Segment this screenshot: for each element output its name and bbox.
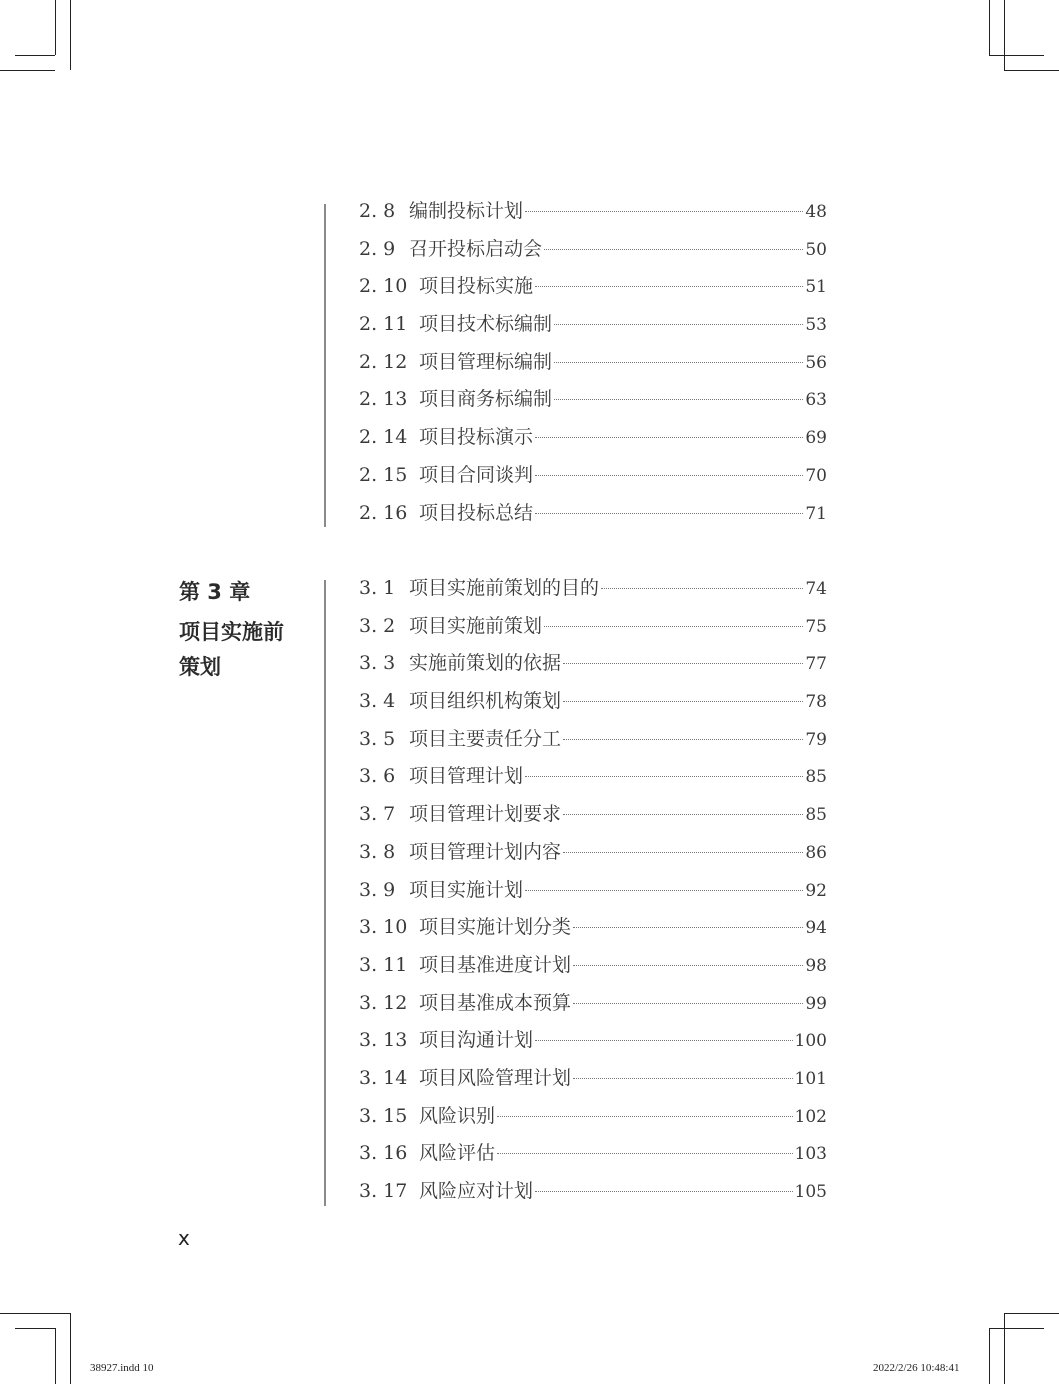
dot-leader <box>563 701 803 702</box>
crop-mark <box>55 0 56 55</box>
crop-mark <box>15 1328 55 1329</box>
toc-entry[interactable] <box>359 347 827 385</box>
entry-title: 风险评估 <box>419 1142 496 1165</box>
entry-number: 3. 1 <box>359 577 396 599</box>
entry-number: 3. 14 <box>359 1066 408 1089</box>
entry-page: 74 <box>805 579 827 599</box>
entry-page: 102 <box>794 1106 827 1127</box>
entry-page: 103 <box>794 1144 827 1165</box>
crop-mark <box>989 1328 1044 1329</box>
entry-page: 53 <box>805 315 827 336</box>
entry-title: 项目投标总结 <box>419 501 534 524</box>
entry-page: 94 <box>805 918 827 939</box>
toc-entry[interactable] <box>359 950 827 988</box>
entry-number: 2. 9 <box>359 237 396 260</box>
entry-number: 2. 10 <box>359 275 408 298</box>
entry-title: 项目实施前策划的目的 <box>409 577 600 599</box>
entry-number: 3. 9 <box>359 878 396 901</box>
toc-entry[interactable] <box>359 234 827 272</box>
entry-number: 3. 15 <box>359 1104 408 1127</box>
entry-title: 项目沟通计划 <box>419 1029 534 1052</box>
entry-page: 77 <box>805 654 827 675</box>
entry-title: 项目投标演示 <box>419 426 534 449</box>
crop-mark <box>1004 1313 1059 1314</box>
toc-entry[interactable] <box>359 498 827 536</box>
entry-number: 3. 8 <box>359 840 396 863</box>
crop-mark <box>1004 0 1005 70</box>
crop-mark <box>0 70 55 71</box>
toc-entry[interactable] <box>359 761 827 799</box>
entry-number: 3. 11 <box>359 953 408 976</box>
entry-title: 项目风险管理计划 <box>419 1066 572 1089</box>
crop-mark <box>989 0 990 55</box>
entry-page: 71 <box>805 503 827 524</box>
entry-number: 3. 17 <box>359 1180 408 1202</box>
dot-leader <box>525 776 803 777</box>
entry-page: 78 <box>805 692 827 713</box>
entry-number: 3. 13 <box>359 1029 408 1052</box>
entry-number: 3. 12 <box>359 991 408 1014</box>
entry-title: 实施前策划的依据 <box>409 652 562 675</box>
entry-title: 项目组织机构策划 <box>409 690 562 713</box>
entry-title: 项目实施计划分类 <box>419 916 572 939</box>
crop-mark <box>1004 1313 1005 1384</box>
entry-title: 项目商务标编制 <box>419 388 553 411</box>
entry-page: 50 <box>805 239 827 260</box>
toc-entry[interactable] <box>359 912 827 950</box>
entry-title: 项目基准成本预算 <box>419 991 572 1014</box>
entry-title: 项目实施前策划 <box>409 614 543 637</box>
dot-leader <box>563 852 803 853</box>
dot-leader <box>573 965 803 966</box>
entry-page: 69 <box>805 428 827 449</box>
entry-title: 风险应对计划 <box>419 1180 534 1202</box>
entry-page: 48 <box>805 202 827 222</box>
entry-number: 3. 16 <box>359 1142 408 1165</box>
toc-entry[interactable] <box>359 1176 827 1214</box>
toc-entry[interactable] <box>359 460 827 498</box>
crop-mark <box>15 55 55 56</box>
dot-leader <box>525 890 803 891</box>
dot-leader <box>544 626 803 627</box>
entry-page: 70 <box>805 465 827 486</box>
crop-mark <box>0 1313 70 1314</box>
toc-entry[interactable] <box>359 1138 827 1176</box>
entry-number: 2. 8 <box>359 200 396 222</box>
entry-title: 项目管理计划要求 <box>409 803 562 826</box>
entry-page: 51 <box>805 277 827 298</box>
entry-page: 92 <box>805 880 827 901</box>
toc-entry[interactable] <box>359 988 827 1026</box>
entry-number: 2. 11 <box>359 313 408 336</box>
dot-leader <box>535 475 803 476</box>
toc-entry[interactable] <box>359 611 827 649</box>
dot-leader <box>497 1153 793 1154</box>
toc-section-2 <box>359 196 827 535</box>
entry-number: 3. 7 <box>359 803 396 826</box>
entry-page: 99 <box>805 993 827 1014</box>
entry-number: 2. 14 <box>359 426 408 449</box>
entry-page: 79 <box>805 729 827 750</box>
dot-leader <box>563 663 803 664</box>
entry-title: 项目管理计划内容 <box>409 840 562 863</box>
entry-number: 3. 3 <box>359 652 396 675</box>
entry-title: 项目投标实施 <box>419 275 534 298</box>
entry-number: 2. 12 <box>359 350 408 373</box>
dot-leader <box>525 211 803 212</box>
dot-leader <box>535 1040 793 1041</box>
entry-page: 98 <box>805 955 827 976</box>
entry-page: 105 <box>794 1182 827 1202</box>
entry-number: 3. 5 <box>359 727 396 750</box>
dot-leader <box>601 588 803 589</box>
crop-mark <box>989 55 1044 56</box>
toc-entry[interactable] <box>359 648 827 686</box>
toc-entry[interactable] <box>359 686 827 724</box>
entry-title: 项目基准进度计划 <box>419 953 572 976</box>
dot-leader <box>535 437 803 438</box>
dot-leader <box>573 927 803 928</box>
toc-entry[interactable] <box>359 271 827 309</box>
entry-title: 项目合同谈判 <box>419 463 534 486</box>
entry-number: 3. 2 <box>359 614 396 637</box>
entry-title: 风险识别 <box>419 1104 496 1127</box>
crop-mark <box>55 1328 56 1384</box>
entry-page: 100 <box>794 1031 827 1052</box>
toc-entry[interactable] <box>359 309 827 347</box>
dot-leader <box>497 1116 793 1117</box>
toc-entry[interactable] <box>359 799 827 837</box>
entry-page: 86 <box>805 842 827 863</box>
toc-entry[interactable] <box>359 422 827 460</box>
crop-mark <box>989 1328 990 1384</box>
crop-mark <box>70 0 71 70</box>
entry-number: 2. 15 <box>359 463 408 486</box>
dot-leader <box>573 1078 793 1079</box>
entry-number: 2. 13 <box>359 388 408 411</box>
toc-entry[interactable] <box>359 837 827 875</box>
toc-entry[interactable] <box>359 1101 827 1139</box>
entry-page: 63 <box>805 390 827 411</box>
entry-page: 75 <box>805 616 827 637</box>
entry-title: 项目主要责任分工 <box>409 727 562 750</box>
dot-leader <box>535 1191 793 1192</box>
entry-page: 56 <box>805 352 827 373</box>
slug-file: 38927.indd 10 <box>90 1362 154 1374</box>
toc-entry[interactable] <box>359 724 827 762</box>
entry-title: 项目管理计划 <box>409 765 524 788</box>
section-rule <box>324 580 326 1206</box>
entry-title: 项目管理标编制 <box>419 350 553 373</box>
dot-leader <box>554 324 803 325</box>
toc-entry[interactable] <box>359 196 827 234</box>
toc-section-3 <box>359 573 827 1214</box>
dot-leader <box>563 814 803 815</box>
slug-datetime: 2022/2/26 10:48:41 <box>873 1362 960 1374</box>
dot-leader <box>573 1003 803 1004</box>
toc-entry[interactable] <box>359 384 827 422</box>
entry-number: 2. 16 <box>359 501 408 524</box>
dot-leader <box>544 249 803 250</box>
crop-mark <box>1004 70 1059 71</box>
entry-page: 85 <box>805 805 827 826</box>
chapter-title-line2: 策划 <box>179 655 221 679</box>
chapter-title-line1: 项目实施前 <box>179 620 284 644</box>
dot-leader <box>535 513 803 514</box>
toc-entry[interactable] <box>359 573 827 611</box>
section-rule <box>324 204 326 527</box>
toc-entry[interactable] <box>359 875 827 913</box>
dot-leader <box>554 399 803 400</box>
entry-number: 3. 10 <box>359 916 408 939</box>
toc-entry[interactable] <box>359 1025 827 1063</box>
entry-title: 项目技术标编制 <box>419 313 553 336</box>
dot-leader <box>563 739 803 740</box>
entry-number: 3. 4 <box>359 690 396 713</box>
dot-leader <box>554 362 803 363</box>
entry-number: 3. 6 <box>359 765 396 788</box>
entry-page: 85 <box>805 767 827 788</box>
chapter-heading <box>179 575 284 685</box>
entry-title: 召开投标启动会 <box>409 237 543 260</box>
page-folio: x <box>178 1226 190 1250</box>
chapter-label: 第 3 章 <box>179 580 251 604</box>
entry-title: 项目实施计划 <box>409 878 524 901</box>
entry-page: 101 <box>794 1068 827 1089</box>
dot-leader <box>535 286 803 287</box>
toc-entry[interactable] <box>359 1063 827 1101</box>
crop-mark <box>70 1313 71 1384</box>
entry-title: 编制投标计划 <box>409 200 524 222</box>
